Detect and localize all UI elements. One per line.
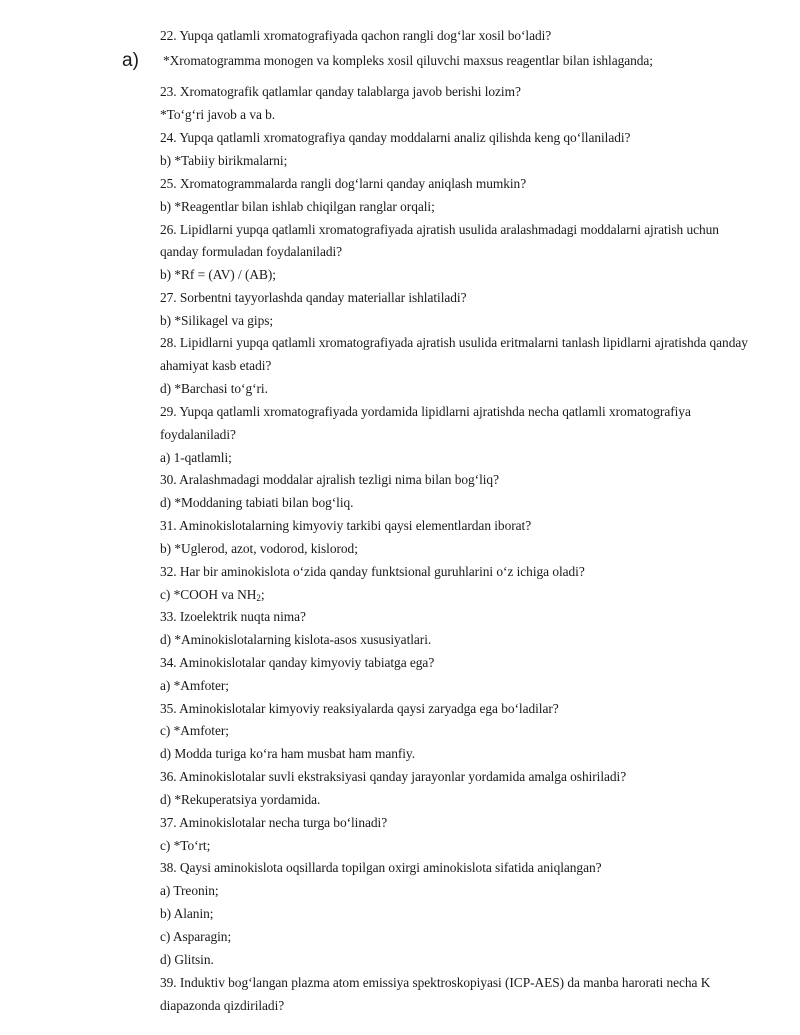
answer-29: a) 1-qatlamli; [160,450,232,465]
answer-30: d) *Moddaning tabiati bilan bog‘liq. [160,495,354,510]
question-26-line1: 26. Lipidlarni yupqa qatlamli xromatografiyada ajratish usulida aralashmadagi moddalarni ajratish uchun [160,222,719,237]
question-37: 37. Aminokislotalar necha turga bo‘linadi? [160,815,388,830]
question-38: 38. Qaysi aminokislota oqsillarda topilgan oxirgi aminokislota sifatida aniqlangan? [160,860,602,875]
question-29-line1: 29. Yupqa qatlamli xromatografiyada yordamida lipidlarni ajratishda necha qatlamli xromatografiya [160,404,691,419]
option-38-b: b) Alanin; [160,906,214,921]
answer-35-d: d) Modda turiga ko‘ra ham musbat ham manfiy. [160,746,416,761]
option-38-c: c) Asparagin; [160,929,232,944]
question-30: 30. Aralashmadagi moddalar ajralish tezligi nima bilan bog‘liq? [160,472,499,487]
answer-32-subscript: 2 [256,593,261,603]
answer-33: d) *Aminokislotalarning kislota-asos xususiyatlari. [160,632,432,647]
answer-35-c: c) *Amfoter; [160,723,229,738]
answer-25: b) *Reagentlar bilan ishlab chiqilgan ranglar orqali; [160,199,435,214]
answer-37: c) *To‘rt; [160,838,211,853]
option-marker: a) [122,50,139,71]
answer-34: a) *Amfoter; [160,678,229,693]
answer-22: *Xromatogramma monogen va kompleks xosil qiluvchi maxsus reagentlar bilan ishlaganda; [163,53,653,68]
answer-23: *To‘g‘ri javob a va b. [160,107,276,122]
option-38-a: a) Treonin; [160,883,219,898]
question-24: 24. Yupqa qatlamli xromatografiya qanday moddalarni analiz qilishda keng qo‘llaniladi? [160,130,631,145]
answer-27: b) *Silikagel va gips; [160,313,274,328]
question-36: 36. Aminokislotalar suvli ekstraksiyasi qanday jarayonlar yordamida amalga oshiriladi? [160,769,627,784]
question-26-line2: qanday formuladan foydalaniladi? [160,244,343,259]
question-32: 32. Har bir aminokislota o‘zida qanday funktsional guruhlarini o‘z ichiga oladi? [160,564,585,579]
answer-31: b) *Uglerod, azot, vodorod, kislorod; [160,541,358,556]
question-25: 25. Xromatogrammalarda rangli dog‘larni qanday aniqlash mumkin? [160,176,527,191]
question-22: 22. Yupqa qatlamli xromatografiyada qachon rangli dog‘lar xosil bo‘ladi? [160,28,552,43]
option-38-d: d) Glitsin. [160,952,214,967]
question-23: 23. Xromatografik qatlamlar qanday talablarga javob berishi lozim? [160,84,521,99]
question-34: 34. Aminokislotalar qanday kimyoviy tabiatga ega? [160,655,435,670]
answer-36: d) *Rekuperatsiya yordamida. [160,792,321,807]
answer-24: b) *Tabiiy birikmalarni; [160,153,288,168]
answer-26: b) *Rf = (AV) / (AB); [160,267,276,282]
question-33: 33. Izoelektrik nuqta nima? [160,609,306,624]
question-28-line2: ahamiyat kasb etadi? [160,358,272,373]
question-35: 35. Aminokislotalar kimyoviy reaksiyalarda qaysi zaryadga ega bo‘ladilar? [160,701,559,716]
question-28-line1: 28. Lipidlarni yupqa qatlamli xromatografiyada ajratish usulida eritmalarni tanlash lipidlarni ajratishda qanday [160,335,748,350]
question-39-line2: diapazonda qizdiriladi? [160,998,285,1013]
answer-32-tail: ; [260,587,265,602]
question-39-line1: 39. Induktiv bog‘langan plazma atom emissiya spektroskopiyasi (ICP-AES) da manba harorati necha K [160,975,711,990]
question-29-line2: foydalaniladi? [160,427,236,442]
question-27: 27. Sorbentni tayyorlashda qanday materiallar ishlatiladi? [160,290,467,305]
answer-32 [160,586,265,604]
question-31: 31. Aminokislotalarning kimyoviy tarkibi qaysi elementlardan iborat? [160,518,532,533]
answer-28: d) *Barchasi to‘g‘ri. [160,381,268,396]
answer-32-text: c) *COOH va NH [160,587,257,602]
